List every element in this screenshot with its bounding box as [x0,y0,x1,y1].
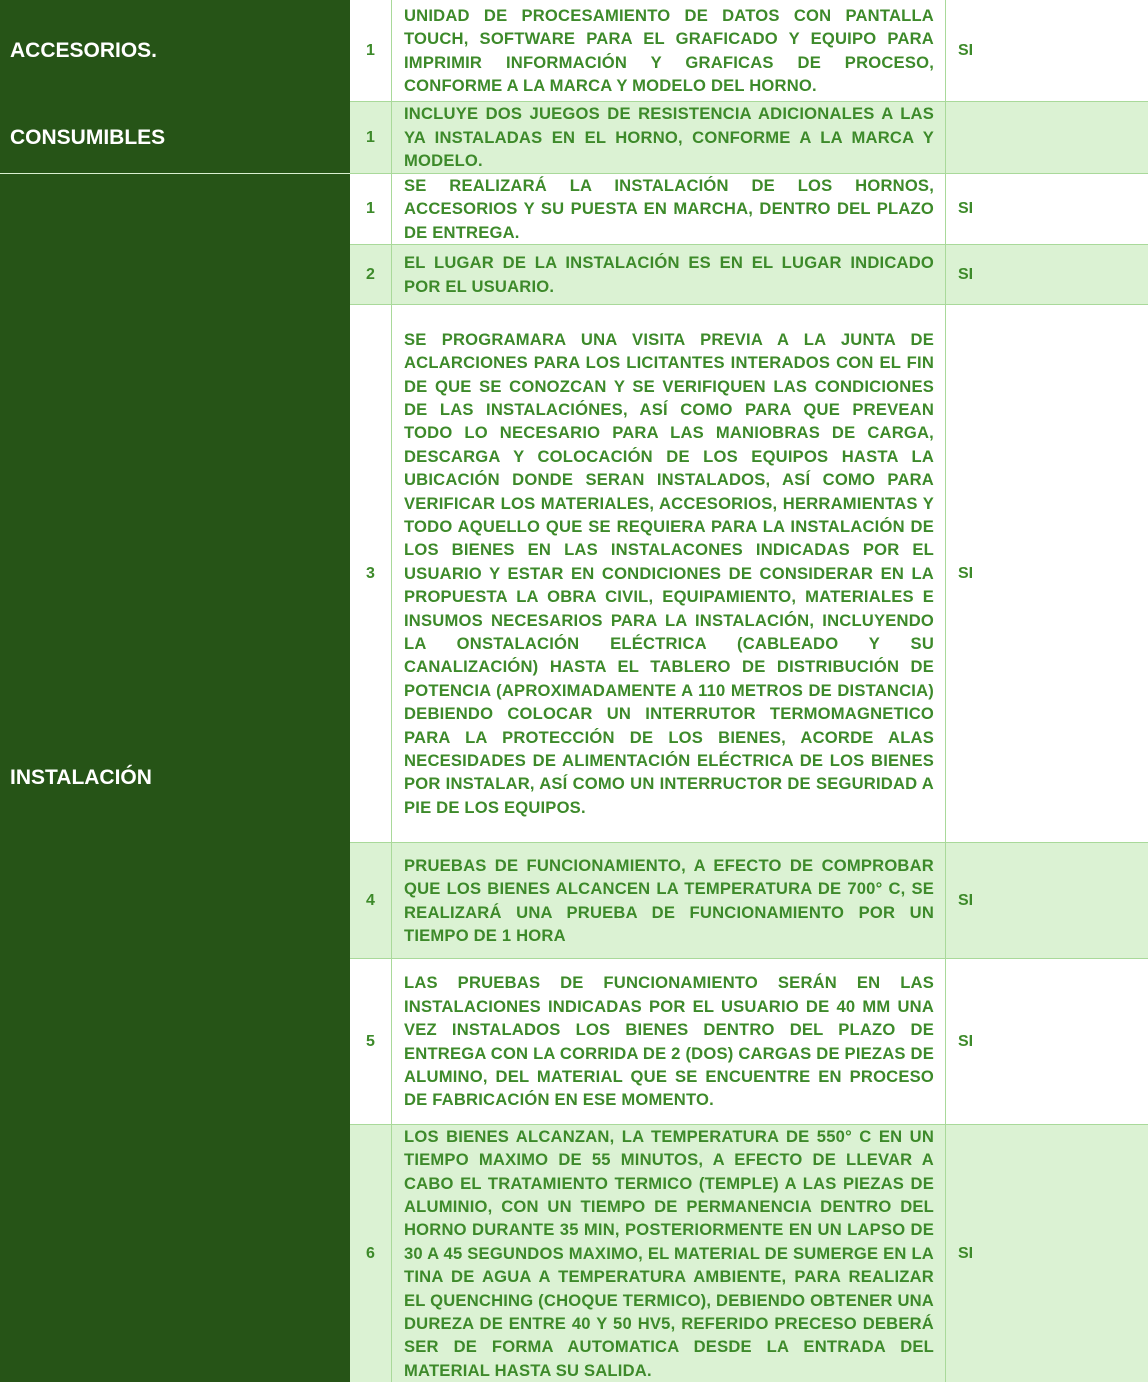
section-accesorios [0,0,350,102]
item-compliance: SI [958,1032,974,1050]
item-compliance: SI [958,200,974,217]
item-number: 1 [350,0,392,101]
item-number: 4 [350,843,392,958]
item-number: 5 [350,959,392,1124]
table-row [350,843,1148,959]
item-compliance: SI [958,891,974,909]
item-description-text: PRUEBAS DE FUNCIONAMIENTO, A EFECTO DE COMPROBAR QUE LOS BIENES ALCANCEN LA TEMPERATURA DE 700° C, SE REALIZARÁ UNA PRUEBA DE FUNCIONAMIENTO POR UN TIEMPO DE 1 HORA [404,855,934,945]
item-description [392,245,946,304]
item-description-text: UNIDAD DE PROCESAMIENTO DE DATOS CON PANTALLA TOUCH, SOFTWARE PARA EL GRAFICADO Y EQUIPO PARA IMPRIMIR INFORMACIÓN Y GRAFICAS DE PROCESO, CONFORME A LA MARCA Y MODELO DEL HORNO. [404,5,934,95]
item-description [392,102,946,173]
item-compliance: SI [958,564,974,582]
item-compliance: SI [958,265,974,283]
item-description-text: LOS BIENES ALCANZAN, LA TEMPERATURA DE 550° C EN UN TIEMPO MAXIMO DE 55 MINUTOS, A EFECTO DE LLEVAR A CABO EL TRATAMIENTO TERMICO (TEMPLE) A LAS PIEZAS DE ALUMINIO, CON UN TIEMPO DE PERMANENCIA DENTRO DEL HORNO DURANTE 35 MIN, POSTERIORMENTE EN UN LAPSO DE 30 A 45 SEGUNDOS MAXIMO, EL MATERIAL DE SUMERGE EN LA TINA DE AGUA A TEMPERATURA AMBIENTE, PARA REALIZAR EL QUENCHING (CHOQUE TERMICO), DEBIENDO OBTENER UNA DUREZA DE ENTRE 40 Y 50 HV5, REFERIDO PRECESO DEBERÁ SER DE FORMA AUTOMATICA DESDE LA ENTRADA DEL MATERIAL HASTA SU SALIDA. [404,1126,934,1380]
section-label: CONSUMIBLES [10,126,166,149]
section-label: INSTALACIÓN [10,766,152,789]
item-description [392,959,946,1124]
item-number: 6 [350,1125,392,1382]
table-row [350,174,1148,245]
section-label: ACCESORIOS. [10,39,158,62]
table-row [350,245,1148,305]
item-number: 3 [350,305,392,842]
item-description-text: EL LUGAR DE LA INSTALACIÓN ES EN EL LUGAR INDICADO POR EL USUARIO. [404,253,934,296]
item-description-text: SE REALIZARÁ LA INSTALACIÓN DE LOS HORNOS, ACCESORIOS Y SU PUESTA EN MARCHA, DENTRO DEL PLAZO DE ENTREGA. [404,175,934,242]
item-description [392,0,946,101]
section-instalacion [0,174,350,1382]
item-description [392,305,946,842]
item-number: 2 [350,245,392,304]
table-row [350,1125,1148,1382]
item-description [392,174,946,244]
item-number: 1 [350,102,392,173]
item-compliance [946,102,1148,173]
table-row [350,102,1148,174]
item-compliance: SI [958,41,974,59]
item-number: 1 [350,174,392,244]
item-description [392,1125,946,1382]
item-description-text: LAS PRUEBAS DE FUNCIONAMIENTO SERÁN EN LAS INSTALACIONES INDICADAS POR EL USUARIO DE 40 MM UNA VEZ INSTALADOS LOS BIENES DENTRO DEL PLAZO DE ENTREGA CON LA CORRIDA DE 2 (DOS) CARGAS DE PIEZAS DE ALUMINO, DEL MATERIAL QUE SE ENCUENTRE EN PROCESO DE FABRICACIÓN EN ESE MOMENTO. [404,973,934,1110]
item-description [392,843,946,958]
item-description-text: INCLUYE DOS JUEGOS DE RESISTENCIA ADICIONALES A LAS YA INSTALADAS EN EL HORNO, CONFORME A LA MARCA Y MODELO. [404,104,934,171]
table-row [350,959,1148,1125]
table-row [350,0,1148,102]
table-row [350,305,1148,843]
item-compliance: SI [958,1244,974,1262]
section-consumibles [0,102,350,174]
item-description-text: SE PROGRAMARA UNA VISITA PREVIA A LA JUNTA DE ACLARCIONES PARA LOS LICITANTES INTERADOS CON EL FIN DE QUE SE CONOZCAN Y SE VERIFIQUEN LAS CONDICIONES DE LAS INSTALACIÓNES, ASÍ COMO PARA QUE PREVEAN TODO LO NECESARIO PARA LAS MANIOBRAS DE CARGA, DESCARGA Y COLOCACIÓN DE LOS EQUIPOS HASTA LA UBICACIÓN DONDE SERAN INSTALADOS, ASÍ COMO PARA VERIFICAR LOS MATERIALES, ACCESORIOS, HERRAMIENTAS Y TODO AQUELLO QUE SE REQUIERA PARA LA INSTALACIÓN DE LOS BIENES EN LAS INSTALACONES INDICADAS POR EL USUARIO Y ESTAR EN CONDICIONES DE CONSIDERAR EN LA PROPUESTA LA OBRA CIVIL, EQUIPAMIENTO, MATERIALES E INSUMOS NECESARIOS PARA LA INSTALACIÓN, INCLUYENDO LA ONSTALACIÓN ELÉCTRICA (CABLEADO Y SU CANALIZACIÓN) HASTA EL TABLERO DE DISTRIBUCIÓN DE POTENCIA (APROXIMADAMENTE A 110 METROS DE DISTANCIA) DEBIENDO COLOCAR UN INTERRUTOR TERMOMAGNETICO PARA LA PROTECCIÓN DE LOS BIENES, ACORDE ALAS NECESIDADES DE ALIMENTACIÓN ELÉCTRICA DE LOS BIENES POR INSTALAR, ASÍ COMO UN INTERRUCTOR DE SEGURIDAD A PIE DE LOS EQUIPOS. [404,329,934,817]
